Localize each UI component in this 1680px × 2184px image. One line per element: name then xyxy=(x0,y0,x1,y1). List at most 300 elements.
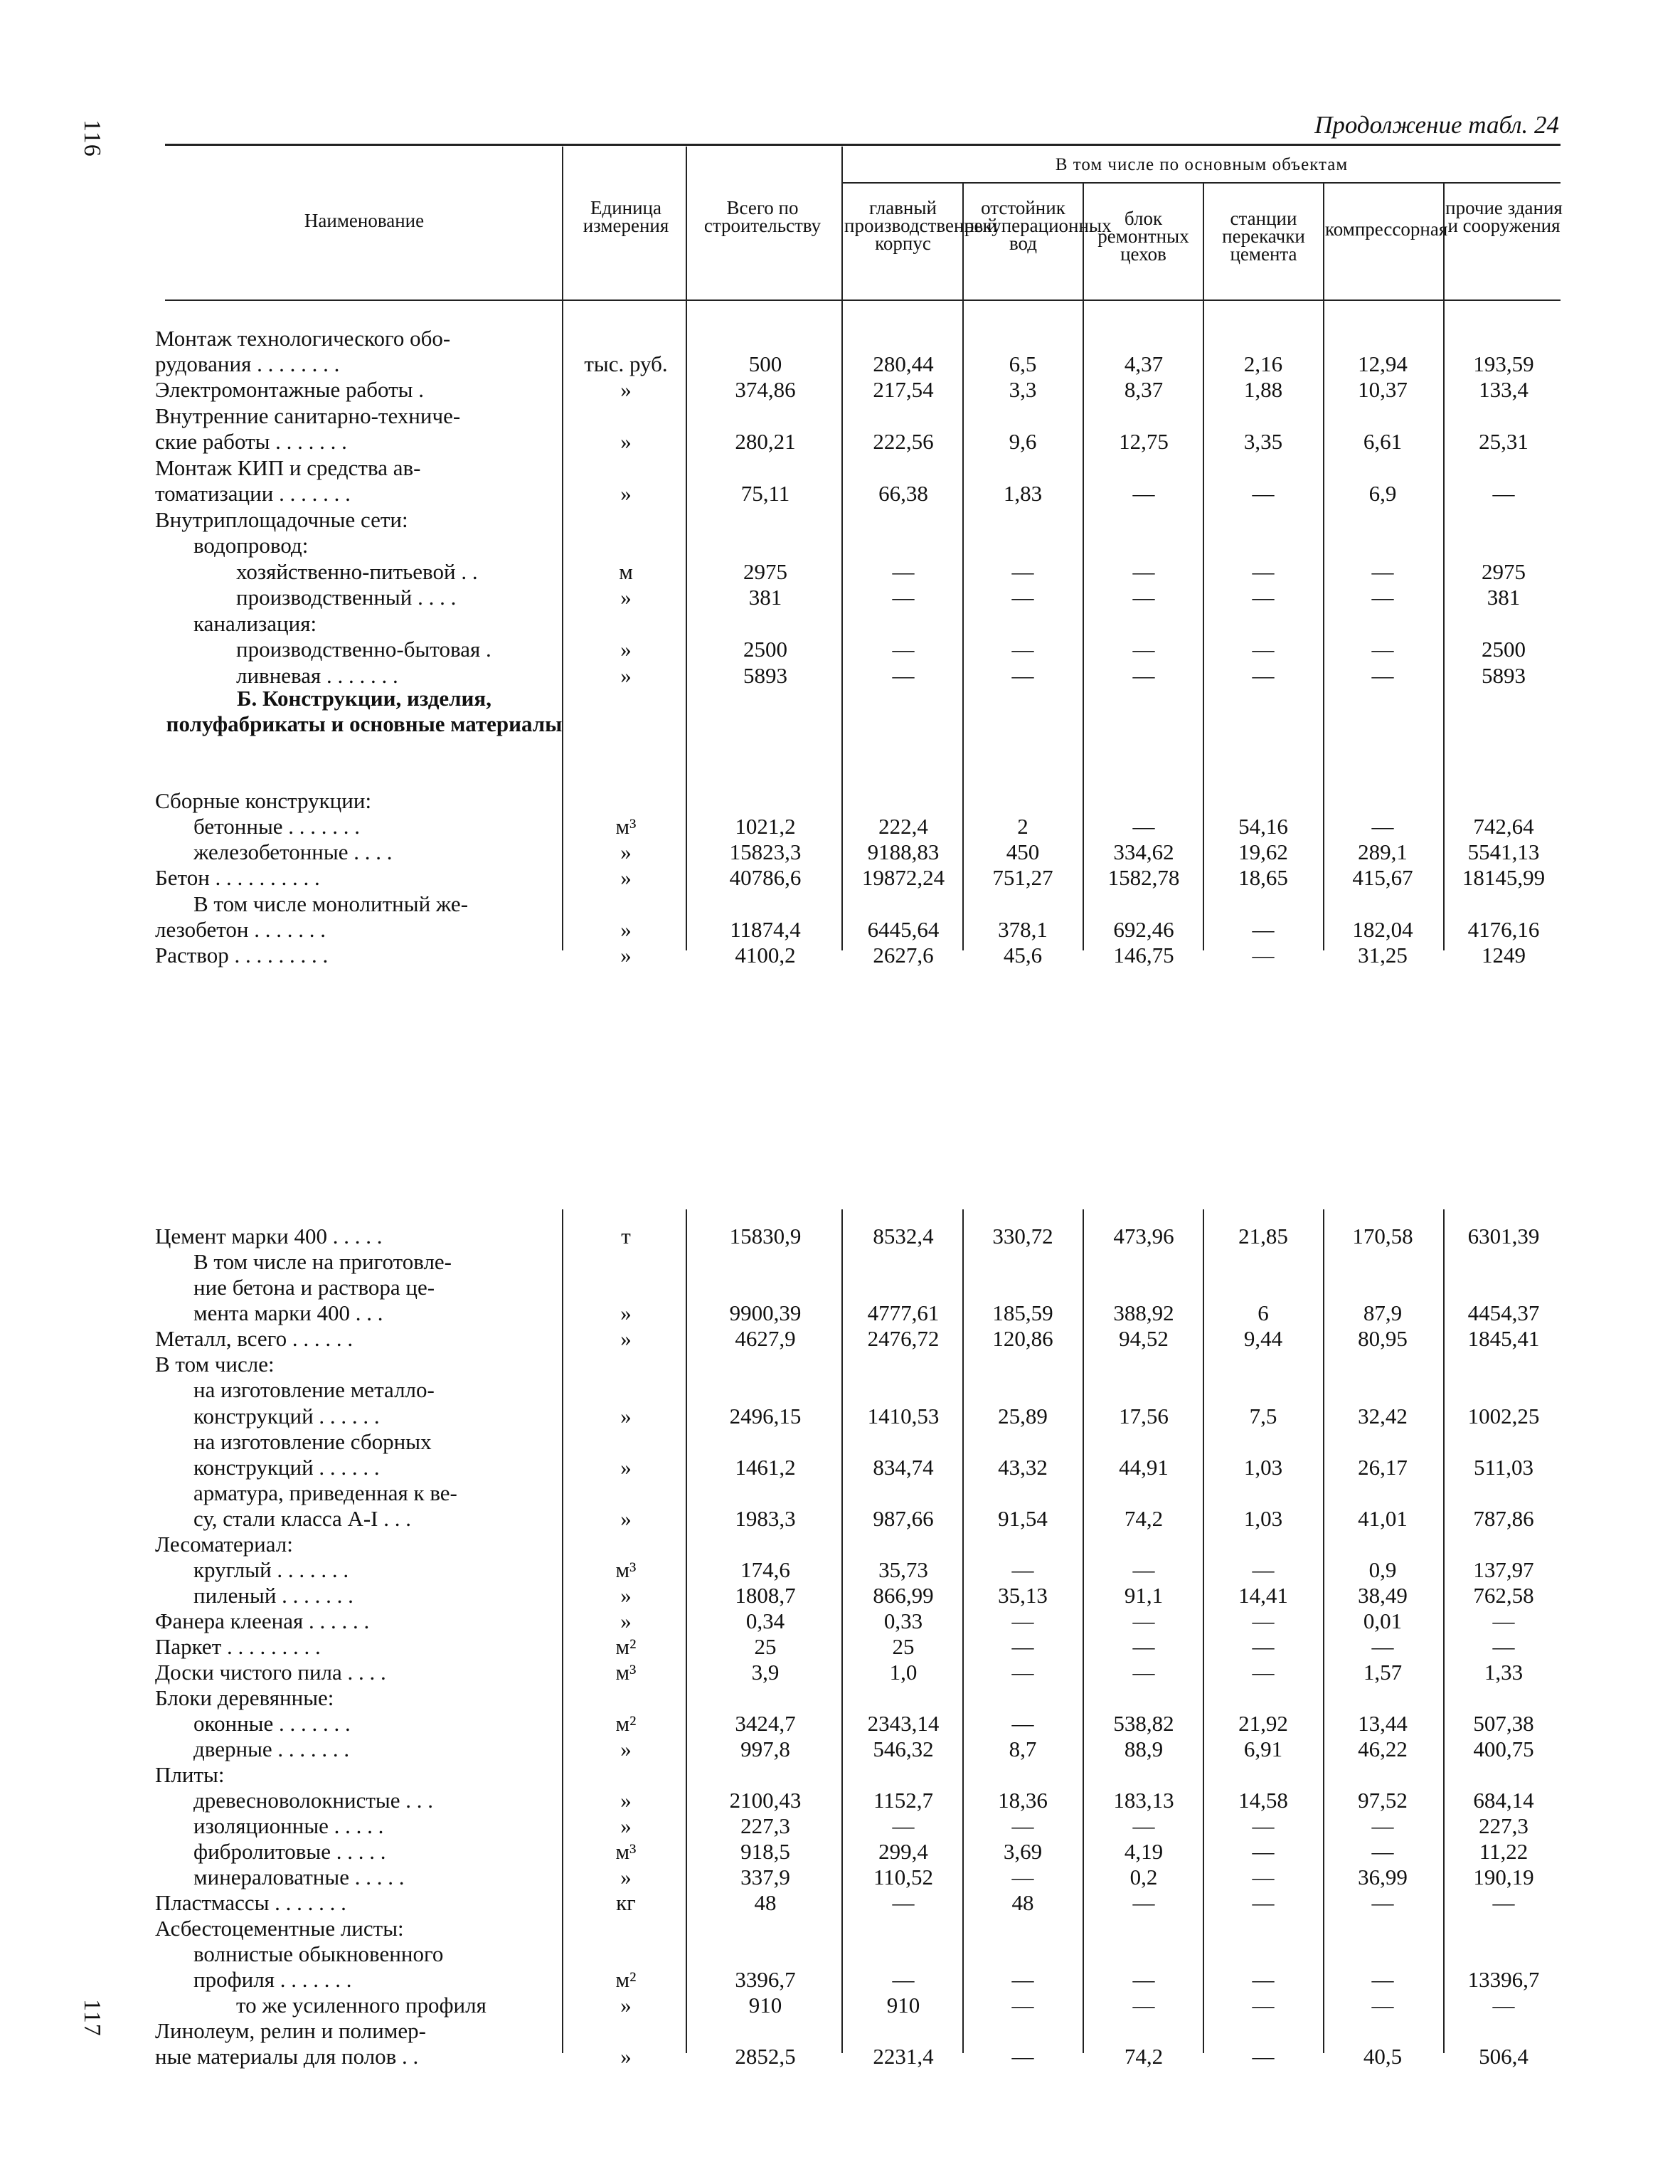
row-value: 36,99 xyxy=(1358,1865,1408,1889)
row-unit: » xyxy=(620,943,632,968)
table-row xyxy=(0,839,1680,865)
row-value: 217,54 xyxy=(873,377,934,402)
table-row xyxy=(0,1711,1680,1737)
row-value: 6,5 xyxy=(1009,351,1037,376)
row-value: 280,44 xyxy=(873,351,934,376)
row-value: — xyxy=(1492,1993,1515,2018)
row-value: 6,9 xyxy=(1368,481,1397,506)
row-value: 0,01 xyxy=(1363,1608,1403,1633)
row-name: арматура, приведенная к ве- xyxy=(193,1480,457,1505)
row-name: ливневая . . . . . . . xyxy=(236,663,398,688)
row-unit: т xyxy=(621,1224,631,1249)
row-value: 91,54 xyxy=(998,1506,1048,1531)
row-unit: » xyxy=(620,917,632,942)
row-value: 43,32 xyxy=(998,1455,1048,1480)
table-row xyxy=(0,1506,1680,1532)
row-value: — xyxy=(1132,1557,1155,1582)
header-group: В том числе по основным объектам xyxy=(843,148,1561,184)
row-value: 337,9 xyxy=(740,1865,790,1889)
row-value: — xyxy=(1252,1993,1275,2018)
row-unit: » xyxy=(620,1865,632,1889)
row-value: 2975 xyxy=(1482,559,1526,584)
row-name: Доски чистого пила . . . . xyxy=(155,1660,386,1685)
row-name: минераловатные . . . . . xyxy=(193,1865,405,1889)
row-unit: » xyxy=(620,2044,632,2069)
row-value: 299,4 xyxy=(878,1839,928,1864)
table-row xyxy=(0,891,1680,917)
row-name: Металл, всего . . . . . . xyxy=(155,1326,353,1351)
table-row xyxy=(0,1865,1680,1890)
row-unit: кг xyxy=(616,1890,636,1915)
row-value: 9,44 xyxy=(1243,1326,1283,1351)
row-value: 2500 xyxy=(743,637,787,662)
row-value: — xyxy=(1132,637,1155,662)
row-value: 97,52 xyxy=(1358,1788,1408,1813)
row-value: 9,6 xyxy=(1009,429,1037,454)
header-c4: станции перекачки цемента xyxy=(1222,208,1305,265)
row-value: 1461,2 xyxy=(735,1455,796,1480)
row-unit: тыс. руб. xyxy=(584,351,668,376)
row-value: 40,5 xyxy=(1363,2044,1403,2069)
row-value: — xyxy=(1252,943,1275,968)
row-value: — xyxy=(892,637,915,662)
row-value: — xyxy=(892,1813,915,1838)
row-value: 0,2 xyxy=(1129,1865,1158,1889)
header-c3: блок ремонтных цехов xyxy=(1097,208,1189,265)
row-name: лезобетон . . . . . . . xyxy=(155,917,326,942)
row-name: ские работы . . . . . . . xyxy=(155,429,347,454)
row-value: 2496,15 xyxy=(729,1404,802,1428)
row-value: — xyxy=(1132,663,1155,688)
row-value: — xyxy=(1492,481,1515,506)
row-value: 507,38 xyxy=(1473,1711,1534,1736)
row-unit: м³ xyxy=(615,1557,637,1582)
table-row xyxy=(0,663,1680,689)
row-name: профиля . . . . . . . xyxy=(193,1967,352,1992)
row-value: — xyxy=(1371,585,1394,610)
row-value: 21,92 xyxy=(1238,1711,1288,1736)
table-row xyxy=(0,403,1680,429)
row-unit: м³ xyxy=(615,814,637,839)
row-name: на изготовление сборных xyxy=(193,1429,432,1454)
row-name: су, стали класса А-I . . . xyxy=(193,1506,412,1531)
column-rule xyxy=(686,147,687,950)
table-row xyxy=(0,1608,1680,1634)
row-name: Электромонтажные работы . xyxy=(155,377,425,402)
row-value: 381 xyxy=(1487,585,1521,610)
table-row xyxy=(0,814,1680,839)
column-rule xyxy=(962,1209,964,2053)
row-name: производственный . . . . xyxy=(236,585,457,610)
table-row xyxy=(0,865,1680,891)
row-value: 8,37 xyxy=(1124,377,1164,402)
row-value: 2,16 xyxy=(1243,351,1283,376)
row-value: — xyxy=(1252,1813,1275,1838)
row-value: — xyxy=(1132,1660,1155,1685)
row-value: — xyxy=(1132,1608,1155,1633)
table-row xyxy=(0,351,1680,377)
row-value: 1410,53 xyxy=(867,1404,940,1428)
row-value: 415,67 xyxy=(1352,865,1413,890)
row-value: — xyxy=(1132,559,1155,584)
row-value: — xyxy=(1011,1967,1034,1992)
row-value: 4176,16 xyxy=(1467,917,1540,942)
row-name: Внутренние санитарно-техниче- xyxy=(155,403,461,428)
row-name: Цемент марки 400 . . . . . xyxy=(155,1224,383,1249)
row-value: 910 xyxy=(886,1993,920,2018)
row-value: 170,58 xyxy=(1352,1224,1413,1249)
row-value: 74,2 xyxy=(1124,2044,1164,2069)
row-value: — xyxy=(1252,1839,1275,1864)
row-value: 1,57 xyxy=(1363,1660,1403,1685)
table-row xyxy=(0,1839,1680,1865)
row-name: ние бетона и раствора це- xyxy=(193,1275,435,1300)
table-row xyxy=(0,1993,1680,2018)
row-name: Плиты: xyxy=(155,1762,225,1787)
row-value: — xyxy=(1252,1865,1275,1889)
row-value: 18,65 xyxy=(1238,865,1288,890)
row-value: — xyxy=(1252,663,1275,688)
row-value: — xyxy=(1132,814,1155,839)
row-unit: » xyxy=(620,1788,632,1813)
row-value: — xyxy=(1371,1967,1394,1992)
row-name: Пластмассы . . . . . . . xyxy=(155,1890,346,1915)
row-value: — xyxy=(1252,1557,1275,1582)
row-value: 1,03 xyxy=(1243,1506,1283,1531)
row-value: 94,52 xyxy=(1119,1326,1169,1351)
row-unit: » xyxy=(620,865,632,890)
row-unit: » xyxy=(620,1404,632,1428)
page-number-bottom: 117 xyxy=(79,1999,105,2037)
row-name: Линолеум, релин и полимер- xyxy=(155,2018,426,2043)
row-value: 918,5 xyxy=(740,1839,790,1864)
row-value: — xyxy=(1252,1890,1275,1915)
row-value: 4,37 xyxy=(1124,351,1164,376)
table-row xyxy=(0,1583,1680,1608)
row-value: 14,58 xyxy=(1238,1788,1288,1813)
row-value: 473,96 xyxy=(1113,1224,1174,1249)
table-row xyxy=(0,585,1680,610)
row-value: 4,19 xyxy=(1124,1839,1164,1864)
row-value: 280,21 xyxy=(735,429,796,454)
row-unit: м² xyxy=(615,1967,637,1992)
column-rule xyxy=(562,147,563,950)
row-value: — xyxy=(1132,1967,1155,1992)
row-value: 546,32 xyxy=(873,1737,934,1761)
row-value: — xyxy=(1252,2044,1275,2069)
row-value: — xyxy=(1252,637,1275,662)
row-value: 381 xyxy=(748,585,782,610)
row-name: пиленый . . . . . . . xyxy=(193,1583,353,1608)
row-value: 25 xyxy=(754,1634,777,1659)
row-value: — xyxy=(1011,1865,1034,1889)
column-rule xyxy=(562,1209,563,2053)
row-value: — xyxy=(1011,1660,1034,1685)
row-value: 289,1 xyxy=(1358,839,1408,864)
row-value: 2476,72 xyxy=(867,1326,940,1351)
row-value: — xyxy=(1252,917,1275,942)
row-value: 378,1 xyxy=(998,917,1048,942)
header-c2: отстойник рекуперационных вод xyxy=(964,197,1112,254)
row-value: 110,52 xyxy=(873,1865,934,1889)
row-name: конструкций . . . . . . xyxy=(193,1404,380,1428)
row-value: — xyxy=(892,1967,915,1992)
row-unit: » xyxy=(620,429,632,454)
row-value: 511,03 xyxy=(1473,1455,1534,1480)
row-value: — xyxy=(1492,1890,1515,1915)
row-value: 40786,6 xyxy=(729,865,802,890)
table-row xyxy=(0,1813,1680,1839)
row-value: — xyxy=(1252,1660,1275,1685)
table-row xyxy=(0,533,1680,558)
table-row xyxy=(0,1941,1680,1967)
row-value: 91,1 xyxy=(1124,1583,1164,1608)
row-name: рудования . . . . . . . . xyxy=(155,351,340,376)
table-caption: Продолжение табл. 24 xyxy=(1314,111,1559,139)
row-value: 18,36 xyxy=(998,1788,1048,1813)
row-value: 330,72 xyxy=(992,1224,1053,1249)
row-value: — xyxy=(1011,1634,1034,1659)
row-value: 4100,2 xyxy=(735,943,796,968)
row-value: 1845,41 xyxy=(1467,1326,1540,1351)
row-value: 5541,13 xyxy=(1467,839,1540,864)
row-value: 32,42 xyxy=(1358,1404,1408,1428)
table-row xyxy=(0,637,1680,662)
table-row xyxy=(0,1455,1680,1480)
row-value: 2231,4 xyxy=(873,2044,934,2069)
row-value: 15830,9 xyxy=(729,1224,802,1249)
row-value: 5893 xyxy=(1482,663,1526,688)
row-value: 8,7 xyxy=(1009,1737,1037,1761)
table-row xyxy=(0,1377,1680,1403)
row-value: 751,27 xyxy=(992,865,1053,890)
row-unit: » xyxy=(620,1608,632,1633)
table-row xyxy=(0,455,1680,481)
row-unit: м² xyxy=(615,1711,637,1736)
row-value: — xyxy=(1132,1813,1155,1838)
row-name: конструкций . . . . . . xyxy=(193,1455,380,1480)
row-value: 2343,14 xyxy=(867,1711,940,1736)
row-value: 506,4 xyxy=(1479,2044,1529,2069)
row-value: 5893 xyxy=(743,663,787,688)
row-value: 8532,4 xyxy=(873,1224,934,1249)
table-row xyxy=(0,1685,1680,1711)
header-total: Всего по строительству xyxy=(703,197,822,236)
row-value: 25 xyxy=(892,1634,915,1659)
row-value: 4627,9 xyxy=(735,1326,796,1351)
row-value: 133,4 xyxy=(1479,377,1529,402)
row-name: ные материалы для полов . . xyxy=(155,2044,419,2069)
row-value: 9900,39 xyxy=(729,1300,802,1325)
row-value: 54,16 xyxy=(1238,814,1288,839)
table-row xyxy=(0,326,1680,351)
row-value: — xyxy=(1011,637,1034,662)
row-value: 0,34 xyxy=(745,1608,785,1633)
table-row xyxy=(0,1429,1680,1455)
row-value: — xyxy=(1252,1608,1275,1633)
table-row xyxy=(0,1762,1680,1788)
table-row xyxy=(0,1352,1680,1377)
row-value: 1002,25 xyxy=(1467,1404,1540,1428)
row-value: — xyxy=(1011,1711,1034,1736)
row-value: 25,89 xyxy=(998,1404,1048,1428)
table-row xyxy=(0,1480,1680,1506)
table-row xyxy=(0,943,1680,968)
row-unit: » xyxy=(620,1455,632,1480)
row-unit: » xyxy=(620,1993,632,2018)
row-value: 13,44 xyxy=(1358,1711,1408,1736)
row-value: 684,14 xyxy=(1473,1788,1534,1813)
row-name: Фанера клееная . . . . . . xyxy=(155,1608,370,1633)
table-row xyxy=(0,1224,1680,1249)
row-value: 11874,4 xyxy=(730,917,801,942)
row-name: на изготовление металло- xyxy=(193,1377,435,1402)
row-value: — xyxy=(1011,1557,1034,1582)
table-row xyxy=(0,1404,1680,1429)
row-value: 2975 xyxy=(743,559,787,584)
row-name: фибролитовые . . . . . xyxy=(193,1839,386,1864)
row-value: 1,83 xyxy=(1003,481,1043,506)
row-value: — xyxy=(1371,559,1394,584)
table-row xyxy=(0,788,1680,814)
row-value: 48 xyxy=(1011,1890,1034,1915)
header-unit: Единица измерения xyxy=(583,197,669,236)
row-value: 146,75 xyxy=(1113,943,1174,968)
row-name: волнистые обыкновенного xyxy=(193,1941,444,1966)
row-value: 19872,24 xyxy=(861,865,945,890)
row-value: — xyxy=(1252,1634,1275,1659)
row-value: — xyxy=(1011,559,1034,584)
row-value: 1152,7 xyxy=(873,1788,934,1813)
row-name: Блоки деревянные: xyxy=(155,1685,334,1710)
row-value: — xyxy=(1132,481,1155,506)
row-value: — xyxy=(1371,663,1394,688)
row-name: мента марки 400 . . . xyxy=(193,1300,383,1325)
table-row xyxy=(0,507,1680,533)
row-value: — xyxy=(892,585,915,610)
column-rule xyxy=(1323,182,1324,950)
row-value: 4777,61 xyxy=(867,1300,940,1325)
column-rule xyxy=(1203,182,1204,950)
row-value: 910 xyxy=(748,1993,782,2018)
row-value: 17,56 xyxy=(1119,1404,1169,1428)
row-value: 38,49 xyxy=(1358,1583,1408,1608)
row-unit: м xyxy=(619,559,633,584)
row-unit: » xyxy=(620,1737,632,1761)
row-unit: м³ xyxy=(615,1660,637,1685)
header-c6: прочие здания и сооружения xyxy=(1445,197,1563,236)
row-value: 7,5 xyxy=(1249,1404,1277,1428)
row-value: 1983,3 xyxy=(735,1506,796,1531)
row-value: 182,04 xyxy=(1352,917,1413,942)
row-value: — xyxy=(1371,1890,1394,1915)
row-value: 87,9 xyxy=(1363,1300,1403,1325)
row-value: 997,8 xyxy=(740,1737,790,1761)
row-name: круглый . . . . . . . xyxy=(193,1557,349,1582)
table-row xyxy=(0,1660,1680,1685)
row-value: 193,59 xyxy=(1473,351,1534,376)
row-value: 183,13 xyxy=(1113,1788,1174,1813)
table-row xyxy=(0,1275,1680,1300)
row-value: — xyxy=(1132,1993,1155,2018)
row-name: Асбестоцементные листы: xyxy=(155,1916,404,1941)
table-row xyxy=(0,1300,1680,1326)
row-value: 174,6 xyxy=(740,1557,790,1582)
row-value: 222,56 xyxy=(873,429,934,454)
row-value: 987,66 xyxy=(873,1506,934,1531)
row-value: 2500 xyxy=(1482,637,1526,662)
row-unit: » xyxy=(620,663,632,688)
row-value: 222,4 xyxy=(878,814,928,839)
row-value: 450 xyxy=(1006,839,1040,864)
section-heading: Б. Конструкции, изделия, полуфабрикаты и основные материалы xyxy=(166,686,563,736)
row-value: 500 xyxy=(748,351,782,376)
column-rule xyxy=(686,1209,687,2053)
row-value: 6 xyxy=(1258,1300,1269,1325)
column-rule xyxy=(1203,1209,1204,2053)
row-value: 1021,2 xyxy=(735,814,796,839)
row-value: 0,33 xyxy=(883,1608,923,1633)
row-name: древесноволокнистые . . . xyxy=(193,1788,433,1813)
row-name: томатизации . . . . . . . xyxy=(155,481,351,506)
table-row xyxy=(0,1788,1680,1813)
row-value: — xyxy=(1492,1634,1515,1659)
table-row xyxy=(0,1326,1680,1352)
row-unit: » xyxy=(620,637,632,662)
row-value: 31,25 xyxy=(1358,943,1408,968)
row-value: 66,38 xyxy=(878,481,928,506)
row-value: 334,62 xyxy=(1113,839,1174,864)
row-unit: » xyxy=(620,1813,632,1838)
row-value: 388,92 xyxy=(1113,1300,1174,1325)
row-value: 787,86 xyxy=(1473,1506,1534,1531)
row-name: оконные . . . . . . . xyxy=(193,1711,351,1736)
row-unit: » xyxy=(620,1326,632,1351)
row-value: 1582,78 xyxy=(1107,865,1180,890)
row-value: 538,82 xyxy=(1113,1711,1174,1736)
row-value: — xyxy=(892,559,915,584)
row-value: — xyxy=(1252,559,1275,584)
table-row xyxy=(0,481,1680,507)
column-rule xyxy=(841,147,843,950)
table-row xyxy=(0,2044,1680,2069)
row-value: — xyxy=(1132,1890,1155,1915)
row-name: Монтаж КИП и средства ав- xyxy=(155,455,421,480)
row-name: В том числе на приготовле- xyxy=(193,1249,452,1274)
row-value: 1249 xyxy=(1482,943,1526,968)
row-name: Бетон . . . . . . . . . . xyxy=(155,865,320,890)
row-value: 692,46 xyxy=(1113,917,1174,942)
column-rule xyxy=(1323,1209,1324,2053)
column-rule xyxy=(1083,1209,1084,2053)
row-value: 1,0 xyxy=(889,1660,918,1685)
row-unit: » xyxy=(620,1506,632,1531)
column-rule xyxy=(1443,1209,1445,2053)
row-value: 18145,99 xyxy=(1462,865,1546,890)
row-value: — xyxy=(1371,1634,1394,1659)
row-value: 120,86 xyxy=(992,1326,1053,1351)
row-value: — xyxy=(1011,1608,1034,1633)
row-value: — xyxy=(1492,1608,1515,1633)
row-name: железобетонные . . . . xyxy=(193,839,393,864)
row-value: 12,75 xyxy=(1119,429,1169,454)
row-value: 25,31 xyxy=(1479,429,1529,454)
row-value: 2852,5 xyxy=(735,2044,796,2069)
row-value: — xyxy=(1252,481,1275,506)
header-c1: главный производственный корпус xyxy=(844,197,998,254)
table-row xyxy=(0,1890,1680,1916)
row-name: хозяйственно-питьевой . . xyxy=(236,559,478,584)
